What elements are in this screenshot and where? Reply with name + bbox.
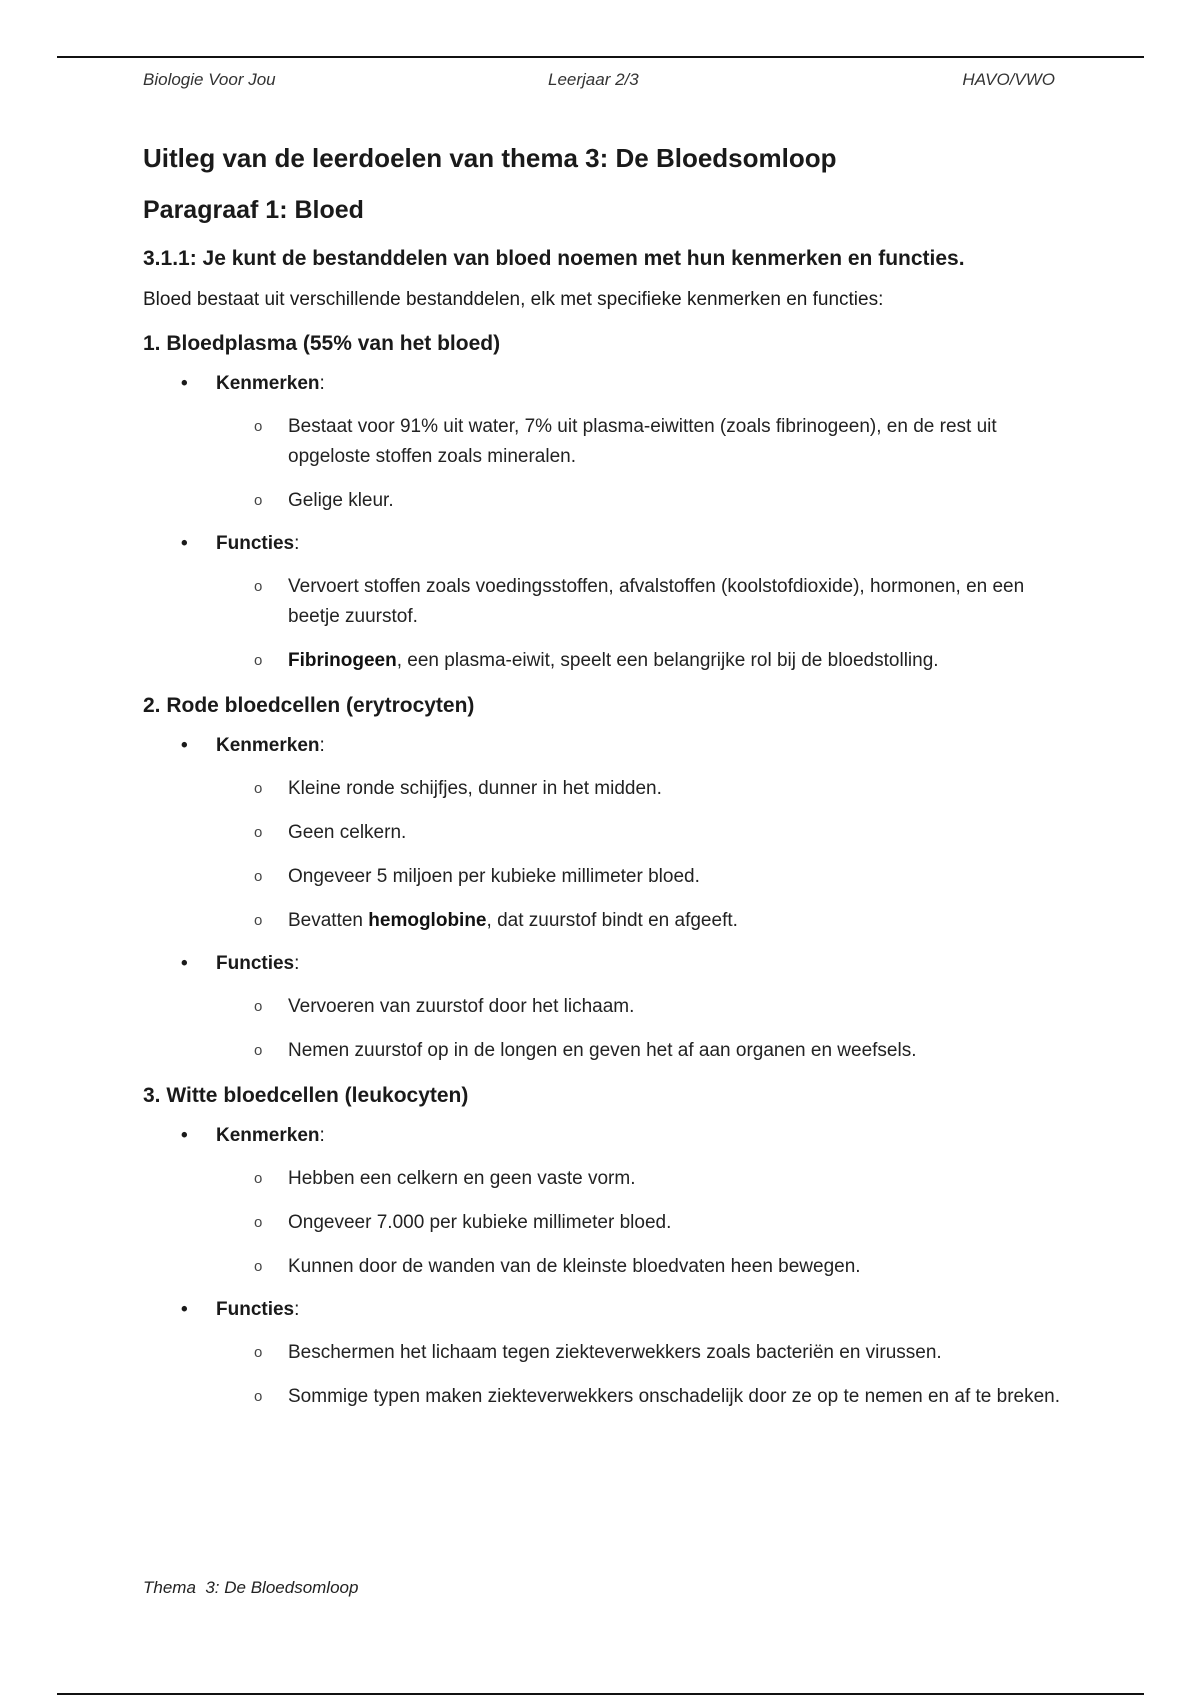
bullet-icon: • xyxy=(181,735,188,756)
functies-item xyxy=(143,1296,1063,1412)
functies-item xyxy=(143,530,1063,676)
circle-bullet-icon: o xyxy=(254,1344,263,1361)
bullet-icon: • xyxy=(181,1299,188,1320)
item-text: Geen celkern. xyxy=(288,822,407,843)
header-rule xyxy=(57,56,1144,58)
sub-list-item xyxy=(216,862,1063,892)
circle-bullet-icon: o xyxy=(254,868,263,885)
item-text: Beschermen het lichaam tegen ziekteverwekkers zoals bacteriën en virussen. xyxy=(288,1342,942,1363)
section-title: 2. Rode bloedcellen (erytrocyten) xyxy=(143,694,475,717)
kenmerken-label-text: Kenmerken xyxy=(216,373,320,394)
kenmerken-label xyxy=(181,370,1063,398)
label-colon: : xyxy=(294,533,300,554)
circle-bullet-icon: o xyxy=(254,1042,263,1059)
sub-list-item xyxy=(216,992,1063,1022)
intro-text: Bloed bestaat uit verschillende bestanddelen, elk met specifieke kenmerken en functies: xyxy=(143,289,884,310)
circle-bullet-icon: o xyxy=(254,492,263,509)
kenmerken-label-text: Kenmerken xyxy=(216,1125,320,1146)
label-colon: : xyxy=(319,373,325,394)
section-list xyxy=(143,732,1063,1066)
section-title: 1. Bloedplasma (55% van het bloed) xyxy=(143,332,501,355)
sub-list-item xyxy=(216,1252,1063,1282)
kenmerken-label-text: Kenmerken xyxy=(216,735,320,756)
header-right: HAVO/VWO xyxy=(962,70,1055,89)
functies-label-text: Functies xyxy=(216,953,295,974)
header-left: Biologie Voor Jou xyxy=(143,70,276,89)
kenmerken-sublist xyxy=(216,412,1063,516)
functies-label xyxy=(181,530,1063,558)
footer-rule xyxy=(57,1693,1144,1695)
functies-sublist xyxy=(216,572,1063,676)
learning-goal: 3.1.1: Je kunt de bestanddelen van bloed noemen met hun kenmerken en functies. xyxy=(143,247,965,270)
circle-bullet-icon: o xyxy=(254,1214,263,1231)
bullet-icon: • xyxy=(181,953,188,974)
section-list xyxy=(143,370,1063,676)
item-text: Kleine ronde schijfjes, dunner in het midden. xyxy=(288,778,662,799)
functies-label xyxy=(181,1296,1063,1324)
sub-list-item xyxy=(216,1338,1063,1368)
label-colon: : xyxy=(294,953,300,974)
page-header xyxy=(143,70,1055,94)
document-title: Uitleg van de leerdoelen van thema 3: De Bloedsomloop xyxy=(143,143,837,173)
kenmerken-item xyxy=(143,370,1063,516)
item-text: Sommige typen maken ziekteverwekkers onschadelijk door ze op te nemen en af te breken. xyxy=(288,1386,1061,1407)
document-body xyxy=(143,140,1063,1426)
sub-list-item xyxy=(216,572,1063,632)
functies-item xyxy=(143,950,1063,1066)
functies-label xyxy=(181,950,1063,978)
functies-label-text: Functies xyxy=(216,533,295,554)
item-text: Ongeveer 7.000 per kubieke millimeter bloed. xyxy=(288,1212,672,1233)
page-footer: Thema 3: De Bloedsomloop xyxy=(143,1578,359,1597)
circle-bullet-icon: o xyxy=(254,998,263,1015)
item-bold-term: hemoglobine xyxy=(368,910,487,931)
kenmerken-item xyxy=(143,1122,1063,1282)
circle-bullet-icon: o xyxy=(254,1170,263,1187)
section-list xyxy=(143,1122,1063,1412)
item-bold-term: Fibrinogeen xyxy=(288,650,397,671)
sub-list-item xyxy=(216,774,1063,804)
sub-list-item xyxy=(216,1164,1063,1194)
header-center: Leerjaar 2/3 xyxy=(548,70,639,89)
item-text-after: , dat zuurstof bindt en afgeeft. xyxy=(486,910,738,931)
sub-list-item xyxy=(216,486,1063,516)
kenmerken-label xyxy=(181,1122,1063,1150)
circle-bullet-icon: o xyxy=(254,912,263,929)
sub-list-item xyxy=(216,906,1063,936)
sections-container xyxy=(143,328,1063,1412)
functies-sublist xyxy=(216,1338,1063,1412)
sub-list-item xyxy=(216,1208,1063,1238)
functies-sublist xyxy=(216,992,1063,1066)
label-colon: : xyxy=(294,1299,300,1320)
item-text-after: , een plasma-eiwit, speelt een belangrijke rol bij de bloedstolling. xyxy=(396,650,939,671)
kenmerken-sublist xyxy=(216,774,1063,936)
kenmerken-label xyxy=(181,732,1063,760)
item-text: Kunnen door de wanden van de kleinste bloedvaten heen bewegen. xyxy=(288,1256,861,1277)
sub-list-item xyxy=(216,1036,1063,1066)
kenmerken-sublist xyxy=(216,1164,1063,1282)
circle-bullet-icon: o xyxy=(254,1258,263,1275)
section-title: 3. Witte bloedcellen (leukocyten) xyxy=(143,1084,469,1107)
item-text: Hebben een celkern en geen vaste vorm. xyxy=(288,1168,636,1189)
label-colon: : xyxy=(319,735,325,756)
circle-bullet-icon: o xyxy=(254,652,263,669)
functies-label-text: Functies xyxy=(216,1299,295,1320)
item-text: Gelige kleur. xyxy=(288,490,394,511)
circle-bullet-icon: o xyxy=(254,418,263,435)
sub-list-item xyxy=(216,1382,1063,1412)
item-text: Ongeveer 5 miljoen per kubieke millimeter bloed. xyxy=(288,866,700,887)
circle-bullet-icon: o xyxy=(254,1388,263,1405)
circle-bullet-icon: o xyxy=(254,824,263,841)
bullet-icon: • xyxy=(181,373,188,394)
sub-list-item xyxy=(216,646,1063,676)
label-colon: : xyxy=(319,1125,325,1146)
kenmerken-item xyxy=(143,732,1063,936)
bullet-icon: • xyxy=(181,1125,188,1146)
item-text: Vervoert stoffen zoals voedingsstoffen, afvalstoffen (koolstofdioxide), hormonen, en een beetje zuurstof. xyxy=(288,576,1025,627)
circle-bullet-icon: o xyxy=(254,578,263,595)
sub-list-item xyxy=(216,818,1063,848)
item-text: Vervoeren van zuurstof door het lichaam. xyxy=(288,996,635,1017)
circle-bullet-icon: o xyxy=(254,780,263,797)
item-text-before: Bevatten xyxy=(288,910,369,931)
paragraph-title: Paragraaf 1: Bloed xyxy=(143,196,364,224)
item-text: Nemen zuurstof op in de longen en geven het af aan organen en weefsels. xyxy=(288,1040,917,1061)
item-text: Bestaat voor 91% uit water, 7% uit plasma-eiwitten (zoals fibrinogeen), en de rest uit opgeloste stoffen zoals mineralen. xyxy=(288,416,997,467)
bullet-icon: • xyxy=(181,533,188,554)
sub-list-item xyxy=(216,412,1063,472)
